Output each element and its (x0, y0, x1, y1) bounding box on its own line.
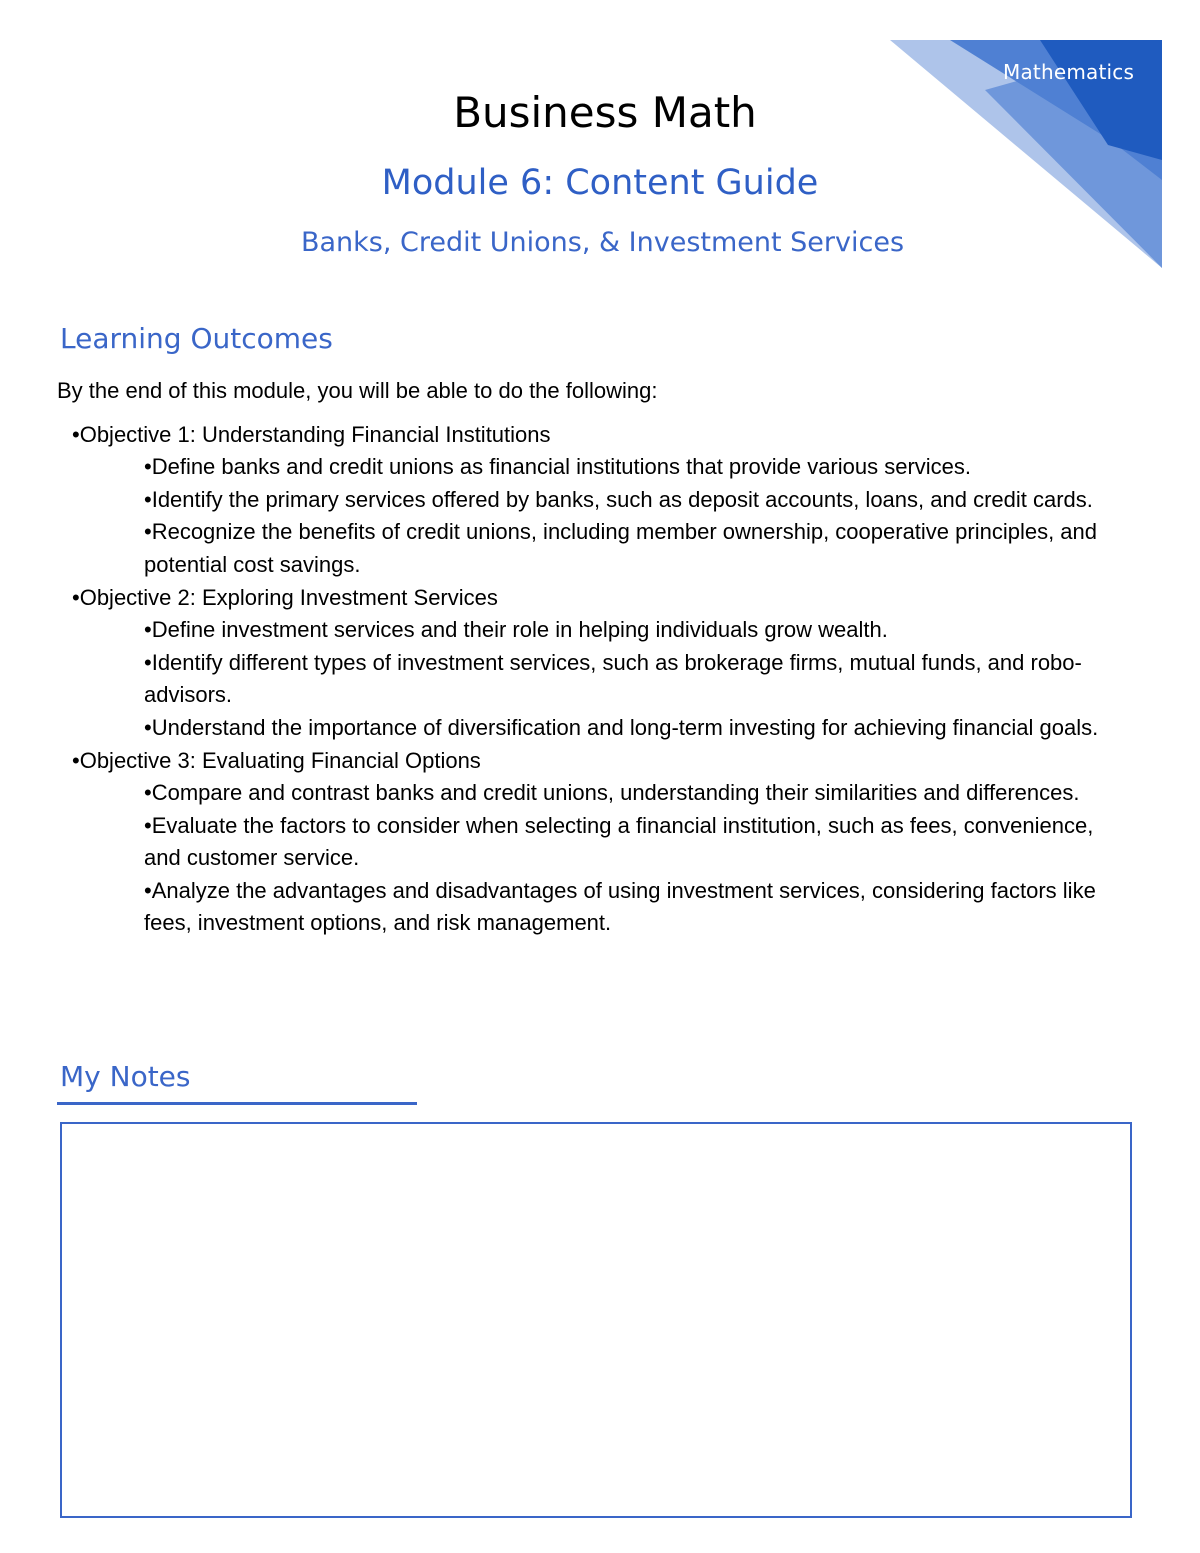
objectives-list (72, 418, 1152, 940)
objective-2-label: •Objective 2: Exploring Investment Services (72, 585, 498, 610)
document-title: Business Math (453, 88, 757, 137)
notes-underline (57, 1102, 417, 1105)
my-notes-heading: My Notes (60, 1060, 191, 1093)
learning-outcomes-heading: Learning Outcomes (60, 322, 333, 355)
objective-1-item-2: •Identify the primary services offered by banks, such as deposit accounts, loans, and credit cards. (144, 486, 1093, 512)
objective-1-item-3: •Recognize the benefits of credit unions, including member ownership, cooperative principles, and potential cost savings. (144, 519, 1098, 577)
subject-label: Mathematics (1003, 60, 1135, 84)
module-title: Module 6: Content Guide (381, 163, 819, 203)
objective-2-item-1: •Define investment services and their role in helping individuals grow wealth. (144, 617, 888, 642)
objective-3-item-3: •Analyze the advantages and disadvantages of using investment services, considering factors like fees, investment options, and risk management. (144, 877, 1096, 935)
learning-outcomes-intro: By the end of this module, you will be able to do the following: (57, 378, 658, 403)
objective-3-item-2: •Evaluate the factors to consider when selecting a financial institution, such as fees, convenience, and customer service. (144, 812, 1094, 870)
objective-1-item-1: •Define banks and credit unions as financial institutions that provide various services. (144, 454, 972, 479)
objective-2-item-2: •Identify different types of investment services, such as brokerage firms, mutual funds, and robo-advisors. (144, 649, 1082, 707)
objective-1-label: •Objective 1: Understanding Financial Institutions (72, 422, 551, 447)
module-subtitle: Banks, Credit Unions, & Investment Services (300, 227, 905, 258)
objective-3-item-1: •Compare and contrast banks and credit unions, understanding their similarities and differences. (144, 780, 1080, 805)
objective-2-item-3: •Understand the importance of diversification and long-term investing for achieving financial goals. (144, 714, 1099, 740)
objective-3-label: •Objective 3: Evaluating Financial Options (72, 748, 481, 773)
notes-box[interactable] (60, 1122, 1132, 1518)
